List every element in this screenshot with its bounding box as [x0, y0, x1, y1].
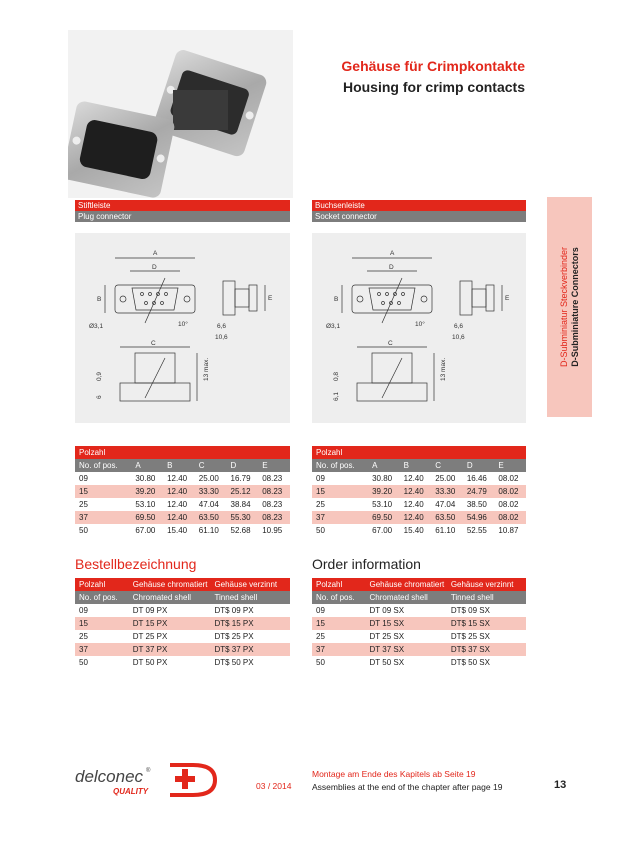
dim-b-label: B	[97, 296, 102, 303]
table-row	[75, 498, 290, 511]
table-cell: 47.04	[195, 498, 227, 511]
table-row	[312, 472, 526, 485]
hole-label: Ø3,1	[326, 323, 341, 330]
table-cell: 61.10	[431, 524, 463, 537]
table-cell: 16.46	[463, 472, 495, 485]
dim-a-label: A	[390, 250, 395, 257]
column-header: B	[400, 459, 432, 472]
table-cell: DT 09 PX	[129, 604, 211, 617]
table-cell: 37	[312, 643, 366, 656]
table-cell: 30.80	[368, 472, 400, 485]
table-cell: 37	[312, 511, 368, 524]
table-cell: DT 37 SX	[366, 643, 447, 656]
dim-b-label: B	[334, 296, 339, 303]
table-header-de	[312, 446, 526, 459]
page-title-de: Gehäuse für Crimpkontakte	[341, 58, 525, 74]
table-row	[75, 656, 290, 669]
table-cell: 12.40	[400, 498, 432, 511]
table-cell: 16.79	[227, 472, 259, 485]
chapter-label-de: D-Subminiatur Steckverbinder	[558, 246, 569, 368]
table-cell: 50	[75, 656, 129, 669]
socket-dimension-table	[312, 446, 526, 537]
table-cell: 08.23	[258, 498, 290, 511]
table-header-en	[312, 591, 526, 604]
chapter-side-tab	[547, 197, 592, 417]
table-header-en	[75, 459, 290, 472]
plug-dimension-table	[75, 446, 290, 537]
table-row	[312, 524, 526, 537]
column-header: No. of pos.	[75, 459, 131, 472]
product-photo	[68, 30, 293, 198]
table-row	[75, 604, 290, 617]
dim-61-label: 6,1	[333, 391, 340, 401]
table-cell: DT$ 37 SX	[447, 643, 526, 656]
column-header: Chromated shell	[366, 591, 447, 604]
table-cell: 61.10	[195, 524, 227, 537]
table-cell: DT 25 SX	[366, 630, 447, 643]
table-cell: 12.40	[163, 498, 195, 511]
table-cell: 38.84	[227, 498, 259, 511]
table-cell: 15	[75, 617, 129, 630]
table-cell: 54.96	[463, 511, 495, 524]
table-cell: 33.30	[431, 485, 463, 498]
table-row	[75, 485, 290, 498]
table-row	[312, 511, 526, 524]
table-cell: 08.23	[258, 472, 290, 485]
header-cell: Polzahl	[75, 446, 290, 459]
table-cell: 08.02	[494, 511, 526, 524]
publication-date: 03 / 2014	[256, 781, 292, 791]
table-cell: 25.00	[431, 472, 463, 485]
page-title-en: Housing for crimp contacts	[342, 79, 525, 95]
column-header: E	[258, 459, 290, 472]
table-cell: 15	[75, 485, 131, 498]
table-cell: DT$ 09 PX	[210, 604, 290, 617]
table-cell: 37	[75, 511, 131, 524]
table-row	[312, 617, 526, 630]
table-cell: 25	[312, 498, 368, 511]
table-cell: DT$ 25 SX	[447, 630, 526, 643]
table-cell: 12.40	[163, 472, 195, 485]
chapter-label	[559, 247, 581, 367]
order-title-de: Bestellbezeichnung	[75, 556, 197, 572]
plug-order-table	[75, 578, 290, 669]
table-row	[312, 630, 526, 643]
order-title-en: Order information	[312, 556, 421, 572]
table-cell: 12.40	[163, 511, 195, 524]
table-cell: DT$ 50 PX	[210, 656, 290, 669]
plug-drawing	[75, 233, 290, 423]
table-header-de	[312, 578, 526, 591]
dim-106-label: 10,6	[215, 334, 228, 341]
logo-text: delconec	[75, 767, 144, 786]
table-cell: 53.10	[368, 498, 400, 511]
column-header: Polzahl	[75, 578, 129, 591]
angle-label: 10°	[415, 321, 425, 328]
table-cell: 09	[75, 604, 129, 617]
dim-66-label: 6,6	[454, 323, 464, 330]
column-header: Tinned shell	[210, 591, 290, 604]
table-header-en	[312, 459, 526, 472]
table-row	[312, 498, 526, 511]
table-cell: 15	[312, 617, 366, 630]
table-header-de	[75, 446, 290, 459]
table-cell: 09	[75, 472, 131, 485]
table-cell: DT$ 25 PX	[210, 630, 290, 643]
column-header: C	[431, 459, 463, 472]
table-row	[312, 656, 526, 669]
socket-order-table	[312, 578, 526, 669]
chapter-label-en: D-Subminiature Connectors	[569, 247, 580, 367]
table-cell: 25.12	[227, 485, 259, 498]
table-row	[75, 524, 290, 537]
column-header: Polzahl	[312, 578, 366, 591]
logo-reg: ®	[146, 768, 151, 774]
dim-c-label: C	[388, 340, 393, 347]
dim-d-label: D	[389, 264, 394, 271]
dim-09-label: 0,9	[96, 371, 103, 381]
angle-label: 10°	[178, 321, 188, 328]
table-cell: DT 50 PX	[129, 656, 211, 669]
table-cell: 52.68	[227, 524, 259, 537]
column-header: No. of pos.	[75, 591, 129, 604]
socket-label-de: Buchsenleiste	[312, 200, 526, 211]
table-cell: 08.23	[258, 485, 290, 498]
table-cell: 37	[75, 643, 129, 656]
table-cell: DT$ 15 SX	[447, 617, 526, 630]
socket-label-en: Socket connector	[312, 211, 526, 222]
dim-6-label: 6	[96, 395, 103, 399]
table-cell: 08.02	[494, 498, 526, 511]
table-header-de	[75, 578, 290, 591]
table-cell: 12.40	[400, 472, 432, 485]
dim-106-label: 10,6	[452, 334, 465, 341]
table-cell: 38.50	[463, 498, 495, 511]
table-cell: 63.50	[195, 511, 227, 524]
table-cell: 63.50	[431, 511, 463, 524]
table-cell: 12.40	[400, 511, 432, 524]
column-header: Gehäuse verzinnt	[447, 578, 526, 591]
table-cell: 09	[312, 604, 366, 617]
table-cell: 24.79	[463, 485, 495, 498]
table-cell: DT$ 15 PX	[210, 617, 290, 630]
column-header: Gehäuse chromatiert	[366, 578, 447, 591]
delconec-logo	[75, 762, 225, 803]
assembly-note-en: Assemblies at the end of the chapter after page 19	[312, 782, 503, 792]
column-header: C	[195, 459, 227, 472]
table-cell: 09	[312, 472, 368, 485]
table-cell: 15.40	[163, 524, 195, 537]
dim-d-label: D	[152, 264, 157, 271]
table-cell: DT 15 SX	[366, 617, 447, 630]
column-header: D	[463, 459, 495, 472]
table-row	[75, 617, 290, 630]
table-cell: 08.23	[258, 511, 290, 524]
table-cell: DT$ 37 PX	[210, 643, 290, 656]
table-cell: 25.00	[195, 472, 227, 485]
table-cell: DT$ 50 SX	[447, 656, 526, 669]
table-cell: 12.40	[163, 485, 195, 498]
table-cell: 50	[75, 524, 131, 537]
table-cell: 47.04	[431, 498, 463, 511]
table-cell: DT 15 PX	[129, 617, 211, 630]
table-row	[75, 472, 290, 485]
dim-08-label: 0,8	[333, 371, 340, 381]
table-cell: 12.40	[400, 485, 432, 498]
column-header: Gehäuse verzinnt	[210, 578, 290, 591]
column-header: E	[494, 459, 526, 472]
dim-e-label: E	[505, 295, 510, 302]
table-cell: 15	[312, 485, 368, 498]
table-cell: 08.02	[494, 472, 526, 485]
table-row	[75, 511, 290, 524]
dim-c-label: C	[151, 340, 156, 347]
table-cell: 39.20	[368, 485, 400, 498]
column-header: No. of pos.	[312, 591, 366, 604]
column-header: No. of pos.	[312, 459, 368, 472]
table-cell: DT$ 09 SX	[447, 604, 526, 617]
table-cell: 55.30	[227, 511, 259, 524]
dim-13-label: 13 max.	[203, 357, 210, 381]
table-row	[312, 643, 526, 656]
table-cell: 52.55	[463, 524, 495, 537]
table-row	[312, 604, 526, 617]
table-cell: 39.20	[131, 485, 163, 498]
table-cell: 33.30	[195, 485, 227, 498]
table-row	[312, 485, 526, 498]
table-cell: 69.50	[131, 511, 163, 524]
column-header: Tinned shell	[447, 591, 526, 604]
table-cell: DT 25 PX	[129, 630, 211, 643]
table-cell: 10.95	[258, 524, 290, 537]
header-cell: Polzahl	[312, 446, 526, 459]
column-header: A	[131, 459, 163, 472]
dim-66-label: 6,6	[217, 323, 227, 330]
logo-sub: QUALITY	[113, 787, 149, 796]
page-number: 13	[554, 779, 567, 791]
table-cell: 25	[75, 498, 131, 511]
table-cell: 25	[312, 630, 366, 643]
column-header: Gehäuse chromatiert	[129, 578, 211, 591]
dim-13-label: 13 max.	[440, 357, 447, 381]
column-header: Chromated shell	[129, 591, 211, 604]
table-cell: 08.02	[494, 485, 526, 498]
assembly-note-de: Montage am Ende des Kapitels ab Seite 19	[312, 769, 476, 779]
table-cell: 50	[312, 656, 366, 669]
table-row	[75, 630, 290, 643]
assembly-note	[312, 768, 502, 794]
column-header: B	[163, 459, 195, 472]
dim-a-label: A	[153, 250, 158, 257]
plug-label-en: Plug connector	[75, 211, 290, 222]
table-cell: DT 50 SX	[366, 656, 447, 669]
table-cell: 25	[75, 630, 129, 643]
table-row	[75, 643, 290, 656]
plug-label-de: Stiftleiste	[75, 200, 290, 211]
table-header-en	[75, 591, 290, 604]
table-cell: 69.50	[368, 511, 400, 524]
hole-label: Ø3,1	[89, 323, 104, 330]
dim-e-label: E	[268, 295, 273, 302]
table-cell: 50	[312, 524, 368, 537]
table-cell: 10.87	[494, 524, 526, 537]
table-cell: DT 09 SX	[366, 604, 447, 617]
table-cell: 67.00	[368, 524, 400, 537]
table-cell: 67.00	[131, 524, 163, 537]
table-cell: 53.10	[131, 498, 163, 511]
column-header: D	[227, 459, 259, 472]
table-cell: DT 37 PX	[129, 643, 211, 656]
table-cell: 30.80	[131, 472, 163, 485]
column-header: A	[368, 459, 400, 472]
socket-drawing	[312, 233, 526, 423]
table-cell: 15.40	[400, 524, 432, 537]
